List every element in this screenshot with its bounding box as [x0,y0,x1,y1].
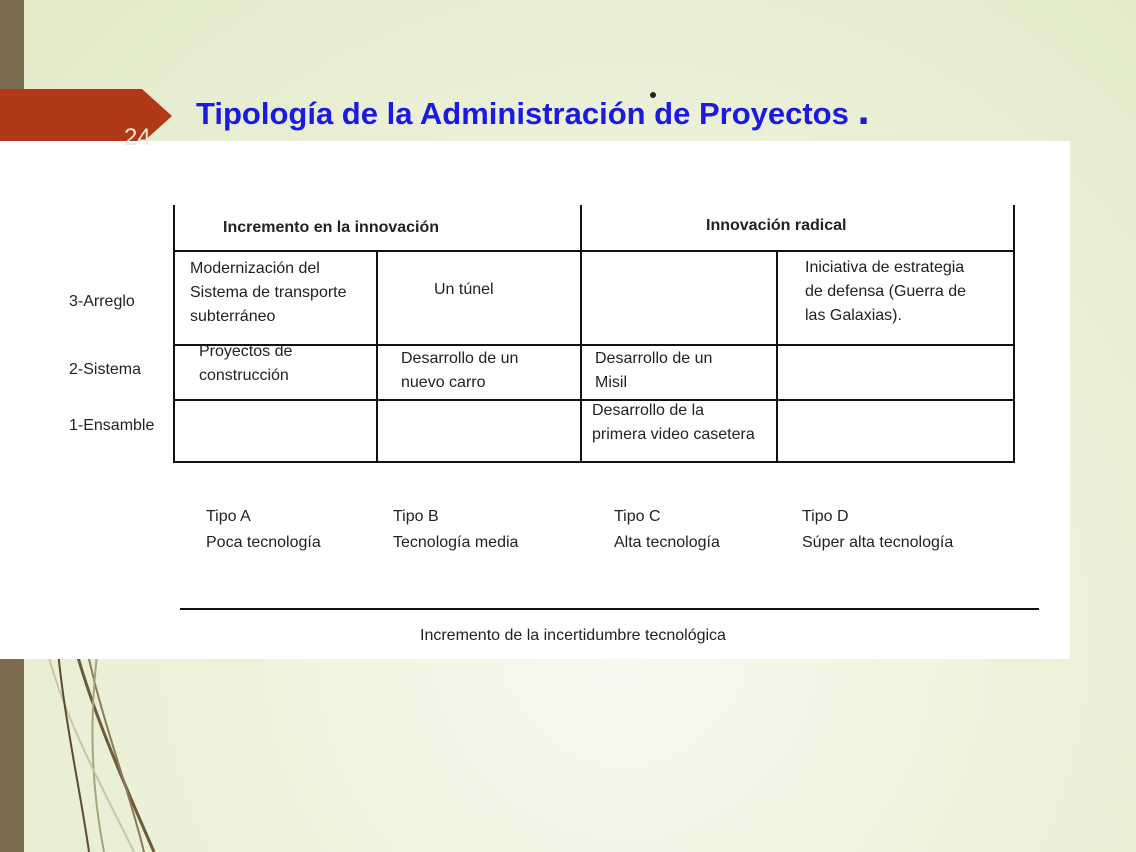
grid-col2 [376,250,378,463]
cell-arreglo-b: Un túnel [434,281,494,298]
type-a-desc: Poca tecnología [206,534,321,551]
grid-left [173,205,175,463]
type-b-desc: Tecnología media [393,534,519,551]
grid-col4 [776,250,778,463]
cell-sistema-c: Desarrollo de un Misil [595,350,713,391]
cell-ensamble-c: Desarrollo de la primera video casetera [592,402,755,443]
type-b-name: Tipo B [393,508,439,525]
type-c-name: Tipo C [614,508,661,525]
grid-bottom [173,461,1015,463]
type-a-name: Tipo A [206,508,251,525]
cell-arreglo-d: Iniciativa de estrategia de defensa (Guerra de las Galaxias). [805,259,966,324]
type-d-desc: Súper alta tecnología [802,534,954,551]
typology-figure [0,141,1070,659]
title-period: . [857,85,870,134]
slide-number: 24 [124,124,151,151]
cell-arreglo-a: Modernización del Sistema de transporte subterráneo [190,260,347,325]
type-d-name: Tipo D [802,508,849,525]
header-radical: Innovación radical [706,217,847,234]
grid-col3 [580,205,582,463]
header-incremental: Incremento en la innovación [223,219,440,236]
uncertainty-axis-line [180,608,1039,610]
grid-row1 [173,250,1015,252]
row-label-arreglo: 3-Arreglo [69,293,135,310]
cell-sistema-a: Proyectos de construcción [199,343,293,384]
grid-row2 [173,344,1015,346]
row-label-sistema: 2-Sistema [69,361,142,378]
type-c-desc: Alta tecnología [614,534,720,551]
slide-title-text: Tipología de la Administración de Proyectos [196,96,849,131]
grid-right [1013,205,1015,463]
row-label-ensamble: 1-Ensamble [69,417,155,434]
cell-sistema-b: Desarrollo de un nuevo carro [401,350,519,391]
uncertainty-axis-label: Incremento de la incertidumbre tecnológica [420,627,726,644]
slide-title [196,85,870,134]
